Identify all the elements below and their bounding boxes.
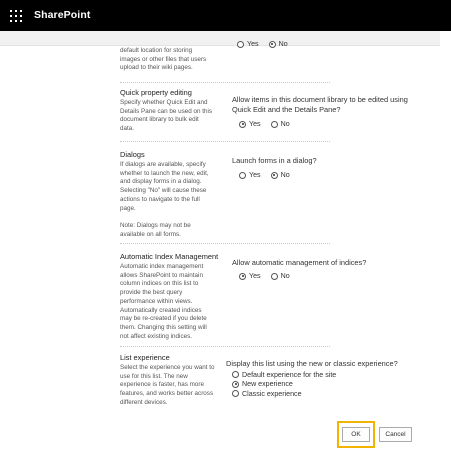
radio-button-selected[interactable] [271, 172, 278, 179]
desc-line: use for this list. The new [120, 372, 188, 380]
desc-line: features, and works better across [120, 390, 214, 398]
radio-button-selected[interactable] [232, 381, 239, 388]
radio-button-selected[interactable] [239, 121, 246, 128]
section-divider [120, 346, 330, 347]
desc-line: them. Changing this setting will [120, 323, 207, 331]
question-line: Allow items in this document library to be edited using [232, 95, 408, 104]
option-label: Yes [249, 120, 261, 128]
desc-line: not affect existing indices. [120, 332, 192, 340]
index-title: Automatic Index Management [120, 252, 219, 261]
section-divider [120, 243, 330, 244]
quick-edit-no-option[interactable] [271, 120, 290, 128]
desc-line: If dialogs are available, specify [120, 161, 206, 168]
question-line: Quick Edit and the Details Pane? [232, 104, 341, 114]
option-label: Yes [249, 272, 261, 280]
note-line: available on all forms. [120, 230, 181, 238]
classic-experience-option[interactable] [232, 389, 336, 399]
section-divider [120, 141, 330, 142]
command-bar [0, 31, 440, 46]
desc-line: experience is faster, has more [120, 381, 204, 389]
dialogs-question: Launch forms in a dialog? [232, 156, 317, 165]
quick-edit-title: Quick property editing [120, 88, 192, 97]
desc-line: Selecting "No" will cause these [120, 187, 207, 195]
desc-line: actions to navigate to the full [120, 195, 200, 203]
radio-button[interactable] [271, 121, 278, 128]
index-no-option[interactable] [271, 272, 290, 280]
quick-edit-question [232, 95, 408, 114]
ok-button[interactable]: OK [342, 427, 370, 442]
radio-button[interactable] [271, 273, 278, 280]
desc-line: Automatically created indices [120, 306, 202, 314]
dialogs-yes-option[interactable] [239, 171, 261, 179]
desc-line: Specify whether Quick Edit and [120, 99, 208, 106]
app-title[interactable]: SharePoint [34, 9, 91, 21]
option-label: No [280, 120, 290, 128]
option-label: New experience [242, 380, 293, 389]
radio-button-selected[interactable] [269, 41, 276, 48]
desc-line: Details Pane can be used on this [120, 107, 213, 115]
desc-line: upload to their wiki pages. [120, 64, 193, 72]
quick-edit-description [120, 99, 212, 134]
desc-line: and display forms in a dialog. [120, 178, 202, 186]
radio-button[interactable] [232, 371, 239, 378]
note-line: Note: Dialogs may not be [120, 221, 191, 229]
desc-line: document library to bulk edit [120, 116, 199, 124]
dialogs-no-option[interactable] [271, 171, 290, 179]
list-experience-title: List experience [120, 353, 170, 362]
cancel-button[interactable]: Cancel [379, 427, 412, 442]
radio-button[interactable] [232, 390, 239, 397]
list-experience-radio-group [232, 370, 336, 399]
dialogs-title: Dialogs [120, 150, 145, 159]
index-description [120, 263, 207, 341]
quick-edit-yes-option[interactable] [239, 120, 261, 128]
default-experience-option[interactable] [232, 370, 336, 380]
wiki-radio-group [237, 40, 298, 48]
spacer [120, 213, 209, 222]
desc-line: Automatic index management [120, 263, 204, 270]
desc-line: images or other files that users [120, 55, 207, 63]
desc-line: page. [120, 204, 136, 212]
quick-edit-radio-group [239, 120, 300, 128]
wiki-no-option[interactable] [269, 40, 288, 48]
scroll-gutter [440, 31, 451, 45]
suite-bar [0, 0, 451, 31]
desc-line: provide the best query [120, 289, 183, 297]
option-label: No [280, 171, 290, 179]
index-radio-group [239, 272, 300, 280]
list-experience-description [120, 364, 215, 408]
option-label: Yes [249, 171, 261, 179]
radio-button[interactable] [237, 41, 244, 48]
index-yes-option[interactable] [239, 272, 261, 280]
desc-line: may be re-created if you delete [120, 315, 207, 323]
new-experience-option[interactable] [232, 380, 336, 390]
desc-line: different devices. [120, 398, 168, 406]
index-question: Allow automatic management of indices? [232, 258, 367, 267]
wiki-yes-option[interactable] [237, 40, 259, 48]
desc-line: performance within views. [120, 297, 193, 305]
radio-button-selected[interactable] [239, 273, 246, 280]
radio-button[interactable] [239, 172, 246, 179]
dialogs-description [120, 161, 209, 239]
option-label: Default experience for the site [242, 370, 337, 379]
desc-line: whether to launch the new, edit, [120, 169, 209, 177]
option-label: No [278, 40, 288, 48]
option-label: No [280, 272, 290, 280]
desc-line: column indices on this list to [120, 280, 199, 288]
app-launcher-icon[interactable] [10, 10, 22, 22]
dialogs-radio-group [239, 171, 300, 179]
desc-line: default location for storing [120, 47, 193, 54]
list-experience-question: Display this list using the new or classic experience? [226, 359, 398, 368]
desc-line: Select the experience you want to [120, 364, 215, 371]
section-divider [120, 82, 330, 83]
option-label: Yes [247, 40, 259, 48]
desc-line: allows SharePoint to maintain [120, 271, 203, 279]
desc-line: data. [120, 125, 135, 133]
wiki-description [120, 47, 206, 73]
option-label: Classic experience [242, 389, 302, 398]
